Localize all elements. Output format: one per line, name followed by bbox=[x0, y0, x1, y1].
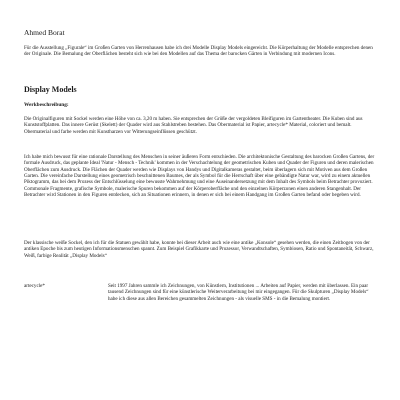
body-paragraph-1: Die Originalfiguren mit Sockel werden eine Höhe von ca. 3,20 m haben. Sie entsprechen der Größe der vergoldeten Bleifiguren im Gartentheater. Die Kuben sind aus Kunststoffplatten. Das innere Gerüst (Skelett) der Quader wird aus Stahlstreben bestehen. Das Obermaterial ist Papier, artecycle* Material, coloriert und bemalt. Obermaterial und farbe werden mit Kunstharzen vor Witterungseinflüssen geschützt. bbox=[24, 116, 363, 135]
section-subheading: Werkbeschreibung: bbox=[24, 102, 69, 108]
author-name: Ahmed Borat bbox=[24, 28, 65, 37]
footnote-text: Seit 1997 Jahren sammle ich Zeichnungen, von Künstlern, Institutionen ... Arbeiten auf Papier, werden mit überlassen. Ein paar tausend Zeichnungen sind für eine künstlerische Weiterverarbeitung bei mir eingegangen. Für die Skulpturen „Display Models“ habe ich diese aus allen Bereichen gesammelten Zeichnungen - als visuelle SMS - in die Bemalung montiert. bbox=[108, 283, 369, 302]
body-paragraph-3: Der klassische weiße Sockel, den ich für die Statuen gewählt habe, konnte bei dieser Arbeit auch wie eine antike „Konsole“ gesehen werden, die einen Zeitbogen von der antiken Epoche bis zum heutigen Informationsmenschen spannt. Zum Beispiel Grafikkarte und Prozessor, Verwandtschaften, Symbiosen, Ratio und Spontaneität, Schwarz, Weiß, farbige Realität „Display Models“ bbox=[24, 240, 374, 259]
intro-paragraph: Für die Ausstellung „Figurale“ im Großen Garten von Herrenhausen habe ich drei Modelle Display Models eingereicht. Die Körperhaltung der Modelle entsprechen denen der Originale. Die Bemalung der Oberflächen besteht sich wie bei den Modellen auf das Thema der barocken Gärten in Verbindung mit modernen Icons. bbox=[24, 45, 373, 58]
footnote-label: artecycle* bbox=[24, 283, 45, 289]
body-paragraph-2: Ich habe mich bewusst für eine rationale Darstellung des Menschen in seiner äußeren Form entschieden. Die architektonische Gestaltung des barocken Großen Gartens, der formale Ausdruck, das geplante Ideal 'Natur - Mensch - Technik' kommen in der Verschachtelung der geometrischen Kuben und Quader der Figuren und deren malerischen Oberflächen zum Ausdruck. Die Flächen der Quader werden wie Displays von Handys und Digitalkameras gestaltet, beim überlagern sich mit Motiven aus dem Großen Garten. Die vereinfache Darstellung eines geometrisch beschnittenen Baumes, der als Symbol für die Herrschaft über eine gebändigte Natur war, wird zu einem aktuellen Piktogramm, das bei dem Prozess der Entschlüsselung eine bewusste Wahrnehmung und eine Auseinandersetzung mit dem Inhalt des Symbols beim Betrachter provoziert. Commonale Fragmente, grafische Symbole, malerische Spuren bekommen auf der Körperoberfläche und den einzelnen Körperzonen einen anderen Stangenhalt. Der Betrachter wird Stationen in den Figuren entdecken, sich an Situationen erinnern, in denen er sich bei einem Handgang im Großen Garten befand oder begeben wird. bbox=[24, 154, 375, 199]
section-title: Display Models bbox=[24, 85, 77, 94]
